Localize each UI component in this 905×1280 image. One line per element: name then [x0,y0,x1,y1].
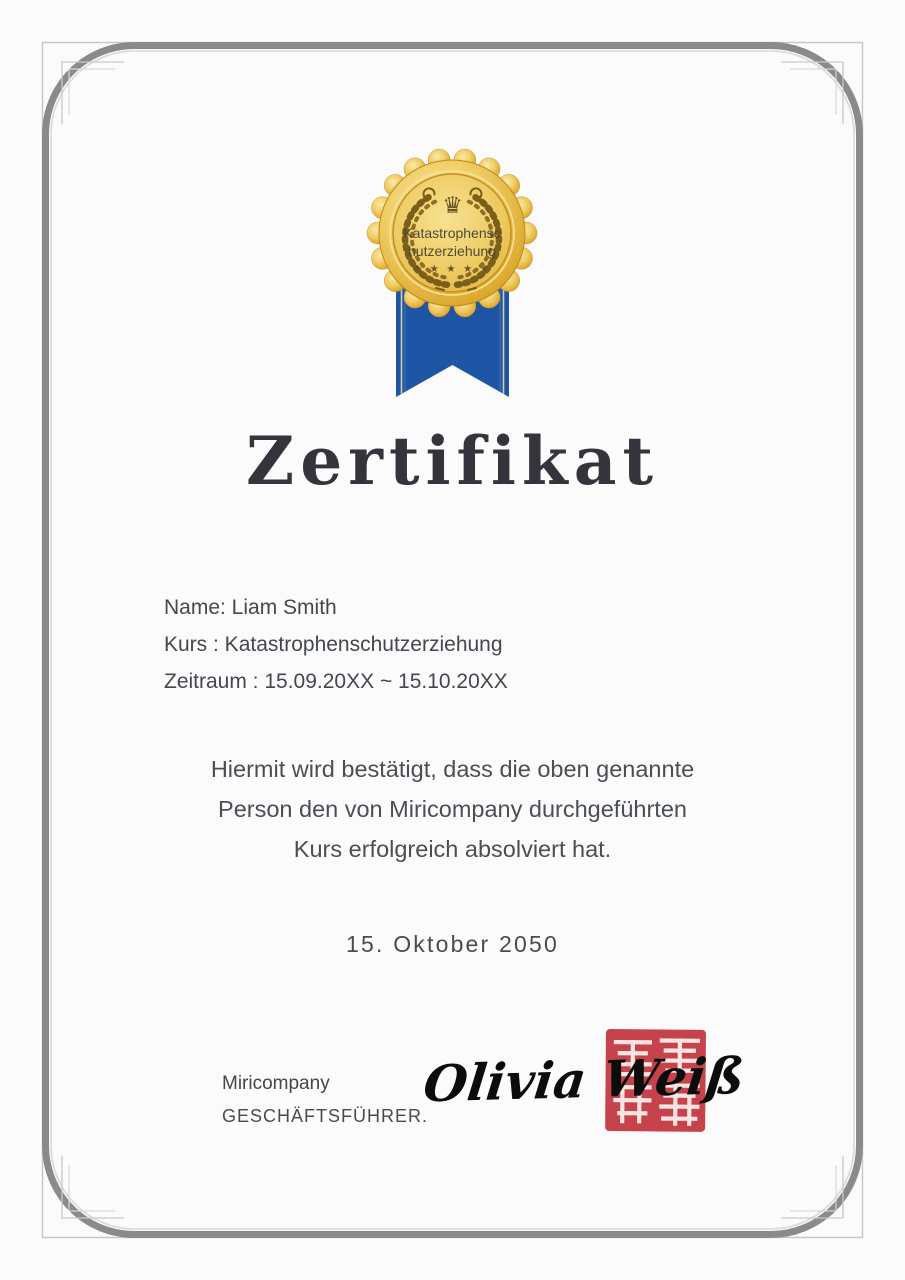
stars-row: ★ ★ ★ ★ ★ [412,263,492,275]
detail-name: Name: Liam Smith [164,596,337,619]
issuer-block [222,1069,428,1133]
detail-course: Kurs : Katastrophenschutzerziehung [164,633,503,656]
detail-period: Zeitraum : 15.09.20XX ~ 15.10.20XX [164,670,508,693]
page-title: Zertifikat [246,422,659,500]
recipient-details [164,589,508,700]
medal-text-line2: hutzerziehung [408,243,496,259]
statement-line-3: Kurs erfolgreich absolviert hat. [293,836,612,862]
issue-date: 15. Oktober 2050 [346,931,559,957]
gold-medal-icon [367,149,537,317]
signature: Olivia Weiß [420,1045,748,1114]
statement-line-2: Person den von Miricompany durchgeführten [218,796,687,822]
crown-icon: ♛ [442,193,463,219]
statement-line-1: Hiermit wird bestätigt, dass die oben genannte [210,756,695,782]
company-name: Miricompany [222,1073,330,1094]
medal-text-line1: Katastrophensc [403,225,501,241]
issuer-role: GESCHÄFTSFÜHRER. [222,1106,429,1126]
certification-statement [0,749,905,869]
